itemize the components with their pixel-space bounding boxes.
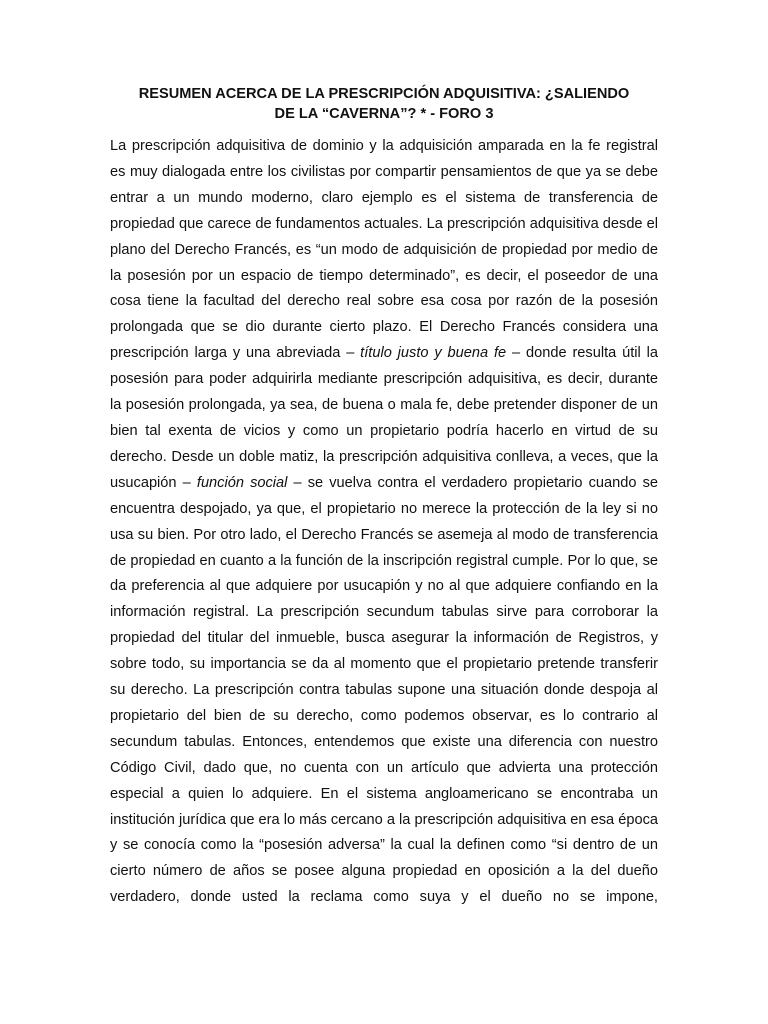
paragraph-segment-3: – se vuelva contra el verdadero propietario cuando se encuentra despojado, ya que, el propietario no merece la protección de la ley si no usa su bien. Por otro lado, el Derecho Francés se asemeja al modo de transferencia de propiedad en cuanto a la función de la inscripción registral cumple. Por lo que, se da preferencia al que adquiere por usucapión y no al que adquiere confiando en la información registral. La prescripción secundum tabulas sirve para corroborar la propiedad del titular del inmueble, busca asegurar la información de Registros, y sobre todo, su importancia se da al momento que el propietario pretende transferir su derecho. La prescripción contra tabulas supone una situación donde despoja al propietario del bien de su derecho, como podemos observar, es lo contrario al secundum tabulas. Entonces, entendemos que existe una diferencia con nuestro Código Civil, dado que, no cuenta con un artículo que advierta una protección especial a quien lo adquiere. En el sistema angloamericano se encontraba un institución jurídica que era lo más cercano a la prescripción adquisitiva en esa época y se conocía como la “posesión adversa” la cual la definen como “si dentro de un cierto número de años se posee alguna propiedad en oposición a la del dueño verdadero, donde usted la reclama como suya y el dueño no se impone,	[110, 474, 658, 906]
paragraph-segment-1: La prescripción adquisitiva de dominio y la adquisición amparada en la fe registral es muy dialogada entre los civilistas por compartir pensamientos de que ya se debe entrar a un mundo moderno, claro ejemplo es el sistema de transferencia de propiedad que carece de fundamentos actuales. La prescripción adquisitiva desde el plano del Derecho Francés, es “un modo de adquisición de propiedad por medio de la posesión por un espacio de tiempo determinado”, es decir, el poseedor de una cosa tiene la facultad del derecho real sobre esa cosa por razón de la posesión prolongada que se dio durante cierto plazo. El Derecho Francés considera una prescripción larga y una abreviada –	[110, 138, 658, 362]
document-title	[100, 84, 668, 124]
italic-phrase-funcion-social: función social	[196, 474, 288, 491]
body-paragraph	[110, 134, 658, 911]
paragraph-segment-2: – donde resulta útil la posesión para poder adquirirla mediante prescripción adquisitiva, es decir, durante la posesión prolongada, ya sea, de buena o mala fe, debe pretender disponer de un bien tal exenta de vicios y como un propietario podría hacerlo en virtud de su derecho. Desde un doble matiz, la prescripción adquisitiva conlleva, a veces, que la usucapión –	[110, 345, 658, 491]
italic-phrase-titulo-justo: título justo y buena fe	[360, 345, 507, 362]
title-line-2: DE LA “CAVERNA”? * - FORO 3	[274, 106, 494, 122]
title-line-1: RESUMEN ACERCA DE LA PRESCRIPCIÓN ADQUISITIVA: ¿SALIENDO	[138, 86, 630, 102]
